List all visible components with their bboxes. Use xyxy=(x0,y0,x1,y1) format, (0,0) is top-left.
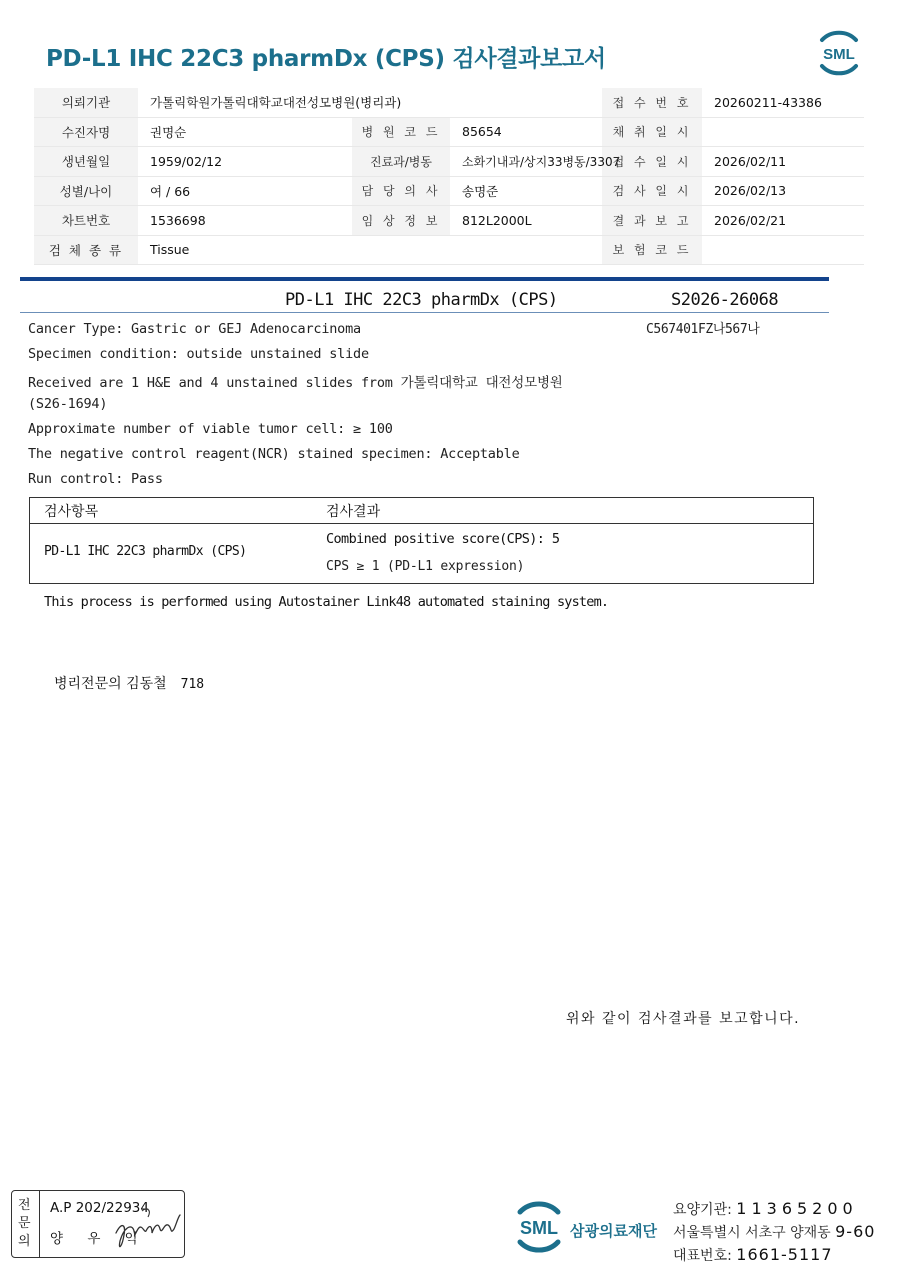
report-line: Specimen condition: outside unstained slide xyxy=(28,346,369,362)
footer-sml-logo xyxy=(510,1198,568,1260)
label-physician: 담 당 의 사 xyxy=(352,176,450,206)
report-number: S2026-26068 xyxy=(671,290,779,310)
closing-statement: 위와 같이 검사결과를 보고합니다. xyxy=(566,1011,801,1027)
label-collection-date: 채 취 일 시 xyxy=(602,117,702,147)
value-requesting-institution: 가톨릭학원가톨릭대학교대전성모병원(병리과) xyxy=(150,95,402,111)
process-note: This process is performed using Autostainer Link48 automated staining system. xyxy=(44,594,609,610)
info-row xyxy=(34,206,864,236)
value-chart-number: 1536698 xyxy=(150,212,206,228)
value-clinical-info: 812L2000L xyxy=(462,212,532,228)
value-patient-name: 권명순 xyxy=(150,124,187,140)
institution-code-label: 요양기관: xyxy=(673,1202,732,1218)
label-insurance-code: 보 험 코 드 xyxy=(602,235,702,265)
specimen-code: C567401FZ나567나 xyxy=(646,322,760,337)
label-patient-name: 수진자명 xyxy=(34,117,138,147)
phone-line xyxy=(673,1245,833,1265)
label-sex-age: 성별/나이 xyxy=(34,176,138,206)
address-line xyxy=(673,1222,875,1242)
patient-info-table xyxy=(34,88,864,265)
info-row xyxy=(34,117,864,147)
stamp-side-char: 전 xyxy=(18,1198,31,1213)
address-number: 9-60 xyxy=(835,1222,876,1241)
report-line: Approximate number of viable tumor cell: ≥ 100 xyxy=(28,421,393,437)
phone-number: 1661-5117 xyxy=(736,1245,833,1264)
value-receipt-date: 2026/02/11 xyxy=(714,153,787,169)
value-department-ward: 소화기내과/상지33병동/3307 xyxy=(462,154,621,169)
result-table-header-item: 검사항목 xyxy=(44,504,99,520)
pathologist-name: 병리전문의 김동철 xyxy=(54,676,167,692)
section-divider-line xyxy=(20,312,829,313)
value-birth-date: 1959/02/12 xyxy=(150,153,223,169)
label-clinical-info: 임 상 정 보 xyxy=(352,206,450,236)
info-row xyxy=(34,88,864,117)
report-title: PD-L1 IHC 22C3 pharmDx (CPS) 검사결과보고서 xyxy=(46,46,606,72)
sml-logo-text: SML xyxy=(823,46,855,63)
stamp-license-number: A.P 202/22934 xyxy=(50,1200,149,1216)
stamp-side-char: 의 xyxy=(18,1234,31,1249)
info-row xyxy=(34,147,864,177)
section-divider-bar xyxy=(20,277,829,281)
pathologist-license: 718 xyxy=(180,677,205,692)
test-title: PD-L1 IHC 22C3 pharmDx (CPS) xyxy=(285,290,558,310)
institution-code-line xyxy=(673,1199,858,1219)
stamp-specialist-name: 양 우 익 xyxy=(50,1231,148,1247)
value-hospital-code: 85654 xyxy=(462,124,502,140)
report-line: (S26-1694) xyxy=(28,396,108,412)
result-table-header-result: 검사결과 xyxy=(326,504,381,520)
value-specimen-type: Tissue xyxy=(150,242,190,258)
phone-label: 대표번호: xyxy=(673,1248,732,1264)
footer-logo-text: SML xyxy=(520,1218,558,1238)
label-hospital-code: 병 원 코 드 xyxy=(352,117,450,147)
label-receipt-number: 접 수 번 호 xyxy=(602,88,702,117)
address-text: 서울특별시 서초구 양재동 xyxy=(673,1225,831,1241)
label-birth-date: 생년월일 xyxy=(34,147,138,177)
stamp-side-column xyxy=(12,1191,40,1257)
value-test-date: 2026/02/13 xyxy=(714,183,787,199)
value-result-report: 2026/02/21 xyxy=(714,212,787,228)
specialist-stamp xyxy=(11,1190,185,1258)
report-line: Cancer Type: Gastric or GEJ Adenocarcinoma xyxy=(28,321,361,337)
value-physician: 송명준 xyxy=(462,183,499,199)
result-table-item: PD-L1 IHC 22C3 pharmDx (CPS) xyxy=(44,544,247,559)
report-line: The negative control reagent(NCR) stained specimen: Acceptable xyxy=(28,446,520,462)
result-cps-score: Combined positive score(CPS): 5 xyxy=(326,531,560,547)
value-collection-date xyxy=(702,117,864,147)
label-requesting-institution: 의뢰기관 xyxy=(34,88,138,117)
report-line: Received are 1 H&E and 4 unstained slides from 가톨릭대학교 대전성모병원 xyxy=(28,375,563,391)
result-table-header-divider xyxy=(30,523,813,524)
info-row xyxy=(34,235,864,265)
value-receipt-number: 20260211-43386 xyxy=(714,94,822,110)
label-test-date: 검 사 일 시 xyxy=(602,176,702,206)
value-sex-age: 여 / 66 xyxy=(150,183,191,199)
institution-code: 11365200 xyxy=(736,1199,858,1218)
result-cps-interpretation: CPS ≥ 1 (PD-L1 expression) xyxy=(326,559,525,574)
sml-logo xyxy=(814,30,864,76)
handwritten-signature xyxy=(112,1203,184,1255)
value-insurance-code xyxy=(702,235,864,265)
label-department-ward: 진료과/병동 xyxy=(352,147,450,177)
info-row xyxy=(34,176,864,206)
foundation-name: 삼광의료재단 xyxy=(570,1222,657,1240)
pathologist-signature-line xyxy=(54,673,204,693)
label-chart-number: 차트번호 xyxy=(34,206,138,236)
report-line: Run control: Pass xyxy=(28,471,163,487)
label-receipt-date: 접 수 일 시 xyxy=(602,147,702,177)
label-result-report: 결 과 보 고 xyxy=(602,206,702,236)
label-specimen-type: 검 체 종 류 xyxy=(34,235,138,265)
stamp-side-char: 문 xyxy=(18,1216,31,1231)
result-table xyxy=(29,497,814,584)
